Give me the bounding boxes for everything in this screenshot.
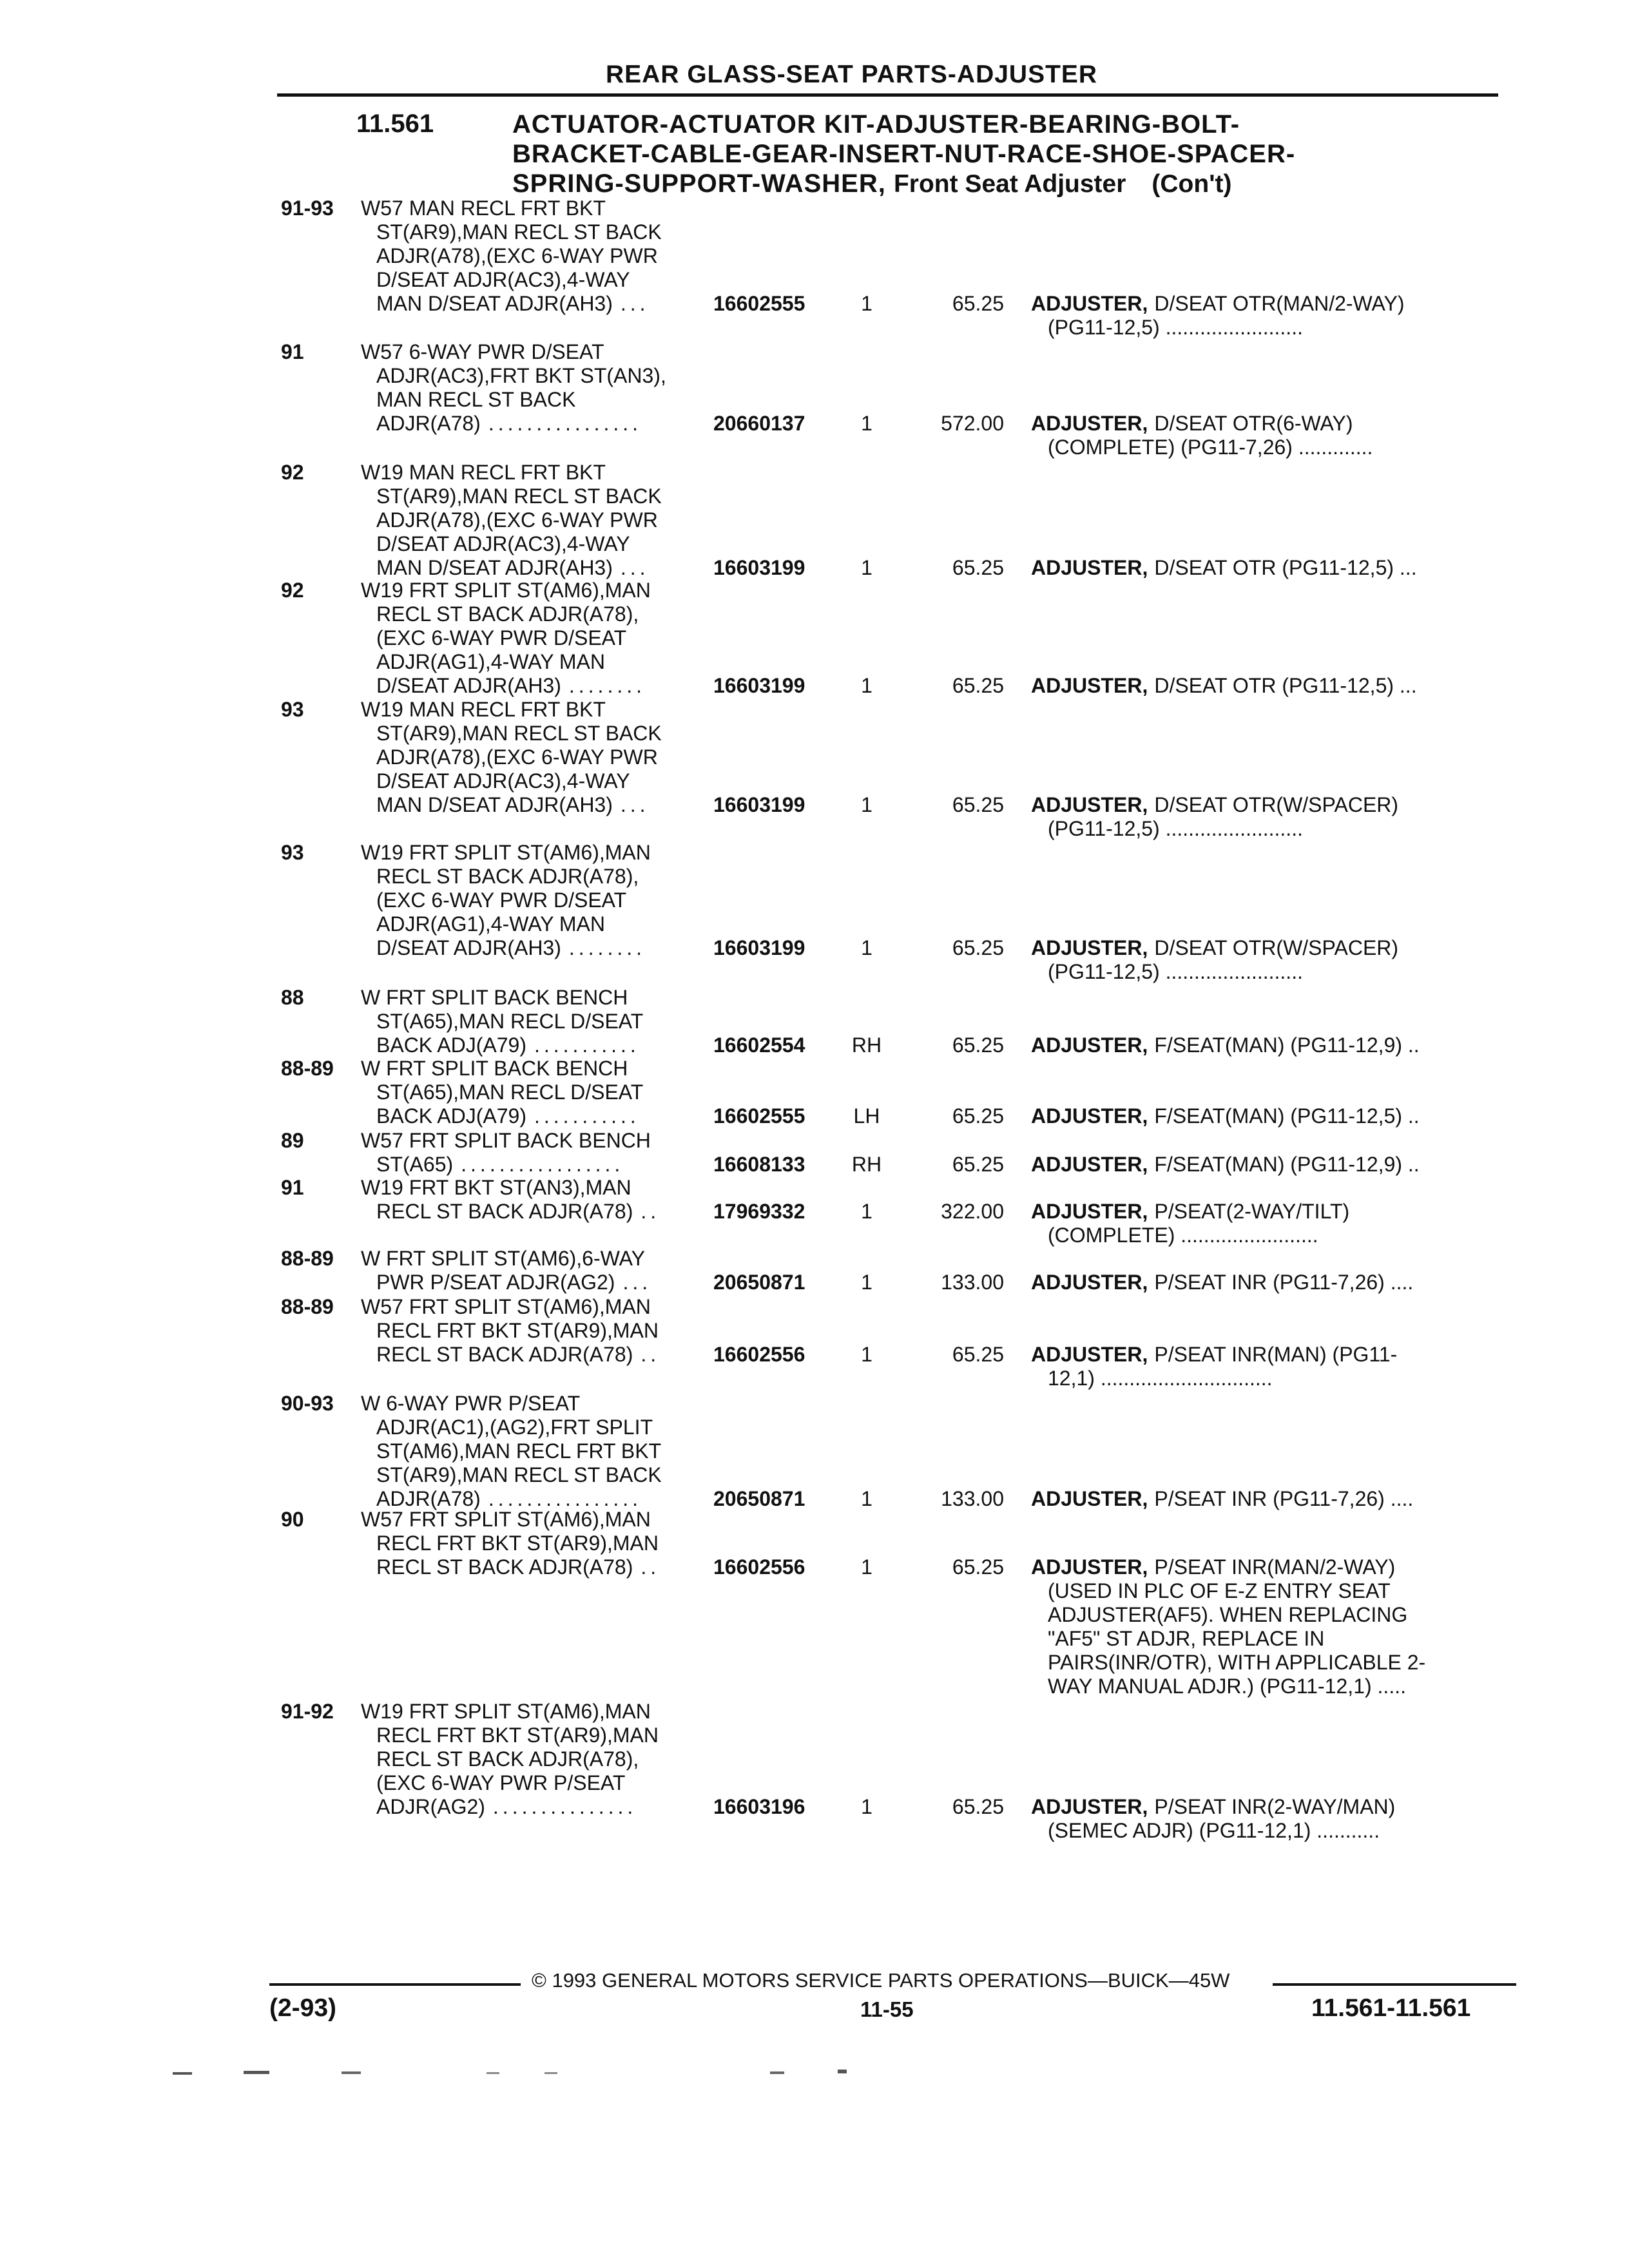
entry-years: 88-89 (281, 1295, 334, 1318)
entry-years: 93 (281, 698, 304, 721)
application-text: W57 MAN RECL FRT BKT (361, 197, 606, 220)
quantity: 1 (861, 1555, 872, 1579)
entry-application (361, 579, 702, 698)
part-number: 16602556 (713, 1343, 805, 1366)
leader-dots: ................ (488, 412, 642, 435)
application-text: W57 FRT SPLIT ST(AM6),MAN (361, 1508, 651, 1531)
application-line (376, 769, 702, 793)
entry-years: 91-93 (281, 197, 334, 220)
application-text: ADJR(A78),(EXC 6-WAY PWR (376, 745, 658, 769)
entry-years: 88 (281, 986, 304, 1009)
part-description-line (1031, 1555, 1501, 1579)
scan-specks (0, 2062, 1629, 2088)
quantity: 1 (861, 1200, 872, 1223)
application-text: W FRT SPLIT ST(AM6),6-WAY (361, 1247, 645, 1270)
part-number: 16603199 (713, 793, 805, 816)
entry-years: 91 (281, 1176, 304, 1199)
entry-years: 88-89 (281, 1247, 334, 1270)
part-number: 16602556 (713, 1555, 805, 1579)
part-description-line (1031, 1033, 1501, 1057)
application-line (376, 268, 702, 292)
part-description-line (1031, 1487, 1501, 1511)
part-description-line (1031, 412, 1501, 436)
part-name-detail: D/SEAT OTR (PG11-12,5) ... (1154, 674, 1417, 697)
application-text: RECL FRT BKT ST(AR9),MAN (376, 1532, 659, 1555)
application-line (376, 722, 702, 745)
application-text: (EXC 6-WAY PWR P/SEAT (376, 1771, 626, 1794)
application-line (376, 865, 702, 889)
part-name-detail: P/SEAT(2-WAY/TILT) (1154, 1200, 1350, 1223)
application-line (361, 1508, 702, 1532)
entry-years: 93 (281, 841, 304, 864)
application-text: W57 6-WAY PWR D/SEAT (361, 340, 604, 363)
application-text: ADJR(AC1),(AG2),FRT SPLIT (376, 1416, 653, 1439)
leader-dots: ............... (492, 1795, 637, 1818)
application-line (376, 1724, 702, 1747)
application-text: W57 FRT SPLIT ST(AM6),MAN (361, 1295, 651, 1318)
leader-dots: ........... (534, 1033, 640, 1057)
application-line (376, 1439, 702, 1463)
part-number: 16608133 (713, 1153, 805, 1176)
application-line (376, 412, 702, 436)
part-name-detail: F/SEAT(MAN) (PG11-12,5) .. (1154, 1104, 1420, 1128)
application-text: ST(A65) (376, 1153, 454, 1176)
footer-page-number: 11-55 (860, 1997, 914, 2021)
price: 65.25 (952, 674, 1004, 697)
application-line (376, 1343, 702, 1367)
part-number: 16603199 (713, 674, 805, 697)
part-name: ADJUSTER, (1031, 1487, 1148, 1510)
application-text: D/SEAT ADJR(AH3) (376, 936, 561, 959)
part-number: 20650871 (713, 1271, 805, 1294)
application-line (376, 889, 702, 912)
part-description-line: (PG11-12,5) ........................ (1048, 316, 1303, 339)
part-name: ADJUSTER, (1031, 412, 1148, 435)
application-text: D/SEAT ADJR(AC3),4-WAY (376, 268, 630, 291)
price: 133.00 (941, 1271, 1004, 1294)
part-number: 16602555 (713, 292, 805, 315)
application-text: D/SEAT ADJR(AC3),4-WAY (376, 532, 630, 555)
part-description-line: "AF5" ST ADJR, REPLACE IN (1048, 1627, 1325, 1650)
part-description (1031, 292, 1501, 340)
section-number: 11.561 (356, 110, 434, 138)
part-description-line (1031, 1200, 1501, 1224)
footer-date: (2-93) (269, 1994, 337, 2022)
quantity: 1 (861, 412, 872, 435)
section-title-line: ACTUATOR-ACTUATOR KIT-ADJUSTER-BEARING-BOLT- (512, 110, 1240, 139)
part-number: 16603199 (713, 556, 805, 579)
application-text: RECL ST BACK ADJR(A78) (376, 1555, 633, 1579)
entry-years: 91 (281, 340, 304, 363)
application-line (376, 1771, 702, 1795)
part-name: ADJUSTER, (1031, 1200, 1148, 1223)
application-text: (EXC 6-WAY PWR D/SEAT (376, 889, 627, 912)
quantity: RH (851, 1153, 882, 1176)
application-text: MAN D/SEAT ADJR(AH3) (376, 556, 613, 579)
part-description-line: 12,1) .............................. (1048, 1367, 1273, 1390)
application-line (376, 1532, 702, 1555)
part-description (1031, 1153, 1501, 1177)
application-line (376, 1153, 702, 1177)
part-number: 16603199 (713, 936, 805, 959)
leader-dots: ........ (568, 936, 646, 959)
price: 65.25 (952, 1104, 1004, 1128)
application-text: ST(AM6),MAN RECL FRT BKT (376, 1439, 662, 1463)
section-title (512, 110, 1295, 199)
application-text: D/SEAT ADJR(AC3),4-WAY (376, 769, 630, 793)
quantity: 1 (861, 674, 872, 697)
leader-dots: ........... (534, 1104, 640, 1128)
part-number: 20660137 (713, 412, 805, 435)
application-line (376, 292, 702, 316)
entry-years: 89 (281, 1129, 304, 1152)
application-text: W 6-WAY PWR P/SEAT (361, 1392, 581, 1415)
application-line (361, 698, 702, 722)
application-text: W19 MAN RECL FRT BKT (361, 461, 606, 484)
part-name-detail: D/SEAT OTR(W/SPACER) (1154, 793, 1399, 816)
part-name-detail: D/SEAT OTR(W/SPACER) (1154, 936, 1399, 959)
entry-application (361, 1176, 702, 1224)
quantity: 1 (861, 1271, 872, 1294)
application-text: MAN RECL ST BACK (376, 388, 576, 411)
application-line (376, 912, 702, 936)
application-line (376, 1010, 702, 1033)
part-name-detail: P/SEAT INR(2-WAY/MAN) (1154, 1795, 1396, 1818)
application-line (376, 936, 702, 960)
price: 65.25 (952, 1795, 1004, 1818)
part-number: 16603196 (713, 1795, 805, 1818)
entry-application (361, 841, 702, 960)
part-name: ADJUSTER, (1031, 1104, 1148, 1128)
application-text: ST(A65),MAN RECL D/SEAT (376, 1010, 644, 1033)
application-line (376, 1795, 702, 1819)
part-description-line (1031, 292, 1501, 316)
part-description (1031, 936, 1501, 984)
entry-application (361, 986, 702, 1057)
application-text: BACK ADJ(A79) (376, 1033, 526, 1057)
price: 572.00 (941, 412, 1004, 435)
entry-application (361, 1129, 702, 1177)
application-line (376, 650, 702, 674)
footer-copyright: © 1993 GENERAL MOTORS SERVICE PARTS OPERATIONS—BUICK—45W (532, 1969, 1230, 1992)
part-description (1031, 1343, 1501, 1390)
application-text: ST(AR9),MAN RECL ST BACK (376, 485, 662, 508)
part-name: ADJUSTER, (1031, 292, 1148, 315)
application-text: ADJR(AG1),4-WAY MAN (376, 650, 605, 673)
entry-years: 92 (281, 579, 304, 602)
application-text: BACK ADJ(A79) (376, 1104, 526, 1128)
part-number: 17969332 (713, 1200, 805, 1223)
part-description (1031, 1104, 1501, 1128)
entry-application (361, 1508, 702, 1579)
application-line (376, 532, 702, 556)
part-description (1031, 1200, 1501, 1247)
application-text: W57 FRT SPLIT BACK BENCH (361, 1129, 651, 1152)
application-line (361, 1129, 702, 1153)
part-description-line (1031, 1153, 1501, 1177)
application-text: MAN D/SEAT ADJR(AH3) (376, 292, 613, 315)
section-subtitle: Front Seat Adjuster (893, 170, 1126, 198)
quantity: 1 (861, 1487, 872, 1510)
part-description-line: (USED IN PLC OF E-Z ENTRY SEAT (1048, 1579, 1391, 1602)
application-line (376, 364, 702, 388)
price: 65.25 (952, 1343, 1004, 1366)
application-text: ADJR(AG2) (376, 1795, 485, 1818)
part-description-line (1031, 936, 1501, 960)
part-number: 16602555 (713, 1104, 805, 1128)
application-text: (EXC 6-WAY PWR D/SEAT (376, 626, 627, 649)
application-text: ADJR(A78),(EXC 6-WAY PWR (376, 244, 658, 267)
entry-application (361, 1700, 702, 1819)
part-description (1031, 1033, 1501, 1057)
leader-dots: .. (641, 1555, 660, 1579)
part-description-line: (PG11-12,5) ........................ (1048, 960, 1303, 983)
part-name-detail: P/SEAT INR(MAN/2-WAY) (1154, 1555, 1396, 1579)
part-description-line: PAIRS(INR/OTR), WITH APPLICABLE 2- (1048, 1651, 1426, 1674)
price: 65.25 (952, 1153, 1004, 1176)
entry-years: 91-92 (281, 1700, 334, 1723)
leader-dots: ................. (461, 1153, 624, 1176)
entry-years: 90-93 (281, 1392, 334, 1415)
part-name-detail: D/SEAT OTR(MAN/2-WAY) (1154, 292, 1405, 315)
application-line (361, 1392, 702, 1416)
quantity: 1 (861, 1343, 872, 1366)
part-name-detail: D/SEAT OTR(6-WAY) (1154, 412, 1353, 435)
part-number: 16602554 (713, 1033, 805, 1057)
part-name-detail: P/SEAT INR (PG11-7,26) .... (1154, 1487, 1414, 1510)
application-line (376, 1033, 702, 1057)
footer-divider-right (1273, 1983, 1516, 1986)
leader-dots: ... (620, 556, 650, 579)
price: 65.25 (952, 556, 1004, 579)
application-text: W19 FRT SPLIT ST(AM6),MAN (361, 579, 651, 602)
application-line (376, 1081, 702, 1104)
quantity: 1 (861, 936, 872, 959)
application-line (361, 1295, 702, 1319)
part-name-detail: D/SEAT OTR (PG11-12,5) ... (1154, 556, 1417, 579)
entry-application (361, 461, 702, 580)
part-name: ADJUSTER, (1031, 1555, 1148, 1579)
quantity: LH (853, 1104, 880, 1128)
application-line (361, 1176, 702, 1200)
application-line (361, 986, 702, 1010)
part-description (1031, 556, 1501, 580)
part-description (1031, 793, 1501, 841)
application-text: W FRT SPLIT BACK BENCH (361, 1057, 628, 1080)
part-name: ADJUSTER, (1031, 1795, 1148, 1818)
entry-years: 90 (281, 1508, 304, 1531)
leader-dots: .. (641, 1200, 660, 1223)
application-line (376, 1200, 702, 1224)
application-text: RECL FRT BKT ST(AR9),MAN (376, 1724, 659, 1747)
part-description (1031, 674, 1501, 698)
application-text: ST(AR9),MAN RECL ST BACK (376, 1463, 662, 1486)
application-line (376, 220, 702, 244)
part-description-line: (SEMEC ADJR) (PG11-12,1) ........... (1048, 1819, 1380, 1842)
entry-application (361, 340, 702, 436)
application-line (376, 1271, 702, 1294)
part-description (1031, 412, 1501, 459)
leader-dots: ........ (568, 674, 646, 697)
application-text: ADJR(A78),(EXC 6-WAY PWR (376, 508, 658, 532)
page-title: REAR GLASS-SEAT PARTS-ADJUSTER (606, 61, 1098, 88)
part-description (1031, 1555, 1501, 1698)
part-name: ADJUSTER, (1031, 1033, 1148, 1057)
application-text: MAN D/SEAT ADJR(AH3) (376, 793, 613, 816)
leader-dots: ... (620, 292, 650, 315)
part-name: ADJUSTER, (1031, 936, 1148, 959)
part-name-detail: P/SEAT INR (PG11-7,26) .... (1154, 1271, 1414, 1294)
entry-years: 92 (281, 461, 304, 484)
part-description-line: (COMPLETE) ........................ (1048, 1224, 1318, 1247)
entry-application (361, 698, 702, 817)
application-text: RECL ST BACK ADJR(A78), (376, 1747, 639, 1771)
leader-dots: .. (641, 1343, 660, 1366)
application-line (361, 579, 702, 602)
price: 322.00 (941, 1200, 1004, 1223)
application-text: W19 FRT BKT ST(AN3),MAN (361, 1176, 631, 1199)
application-text: W FRT SPLIT BACK BENCH (361, 986, 628, 1009)
entry-application (361, 1392, 702, 1511)
application-line (361, 1057, 702, 1081)
application-line (376, 793, 702, 817)
application-line (361, 197, 702, 220)
part-name-detail: P/SEAT INR(MAN) (PG11- (1154, 1343, 1398, 1366)
application-line (376, 1416, 702, 1439)
application-text: ADJR(A78) (376, 412, 481, 435)
application-line (376, 244, 702, 268)
quantity: RH (851, 1033, 882, 1057)
price: 65.25 (952, 1033, 1004, 1057)
part-name-detail: F/SEAT(MAN) (PG11-12,9) .. (1154, 1153, 1420, 1176)
application-line (361, 1700, 702, 1724)
application-line (361, 461, 702, 485)
application-text: ADJR(AG1),4-WAY MAN (376, 912, 605, 936)
quantity: 1 (861, 556, 872, 579)
part-name-detail: F/SEAT(MAN) (PG11-12,9) .. (1154, 1033, 1420, 1057)
application-text: RECL FRT BKT ST(AR9),MAN (376, 1319, 659, 1342)
price: 133.00 (941, 1487, 1004, 1510)
application-line (376, 674, 702, 698)
part-description-line (1031, 793, 1501, 817)
application-text: RECL ST BACK ADJR(A78) (376, 1343, 633, 1366)
application-text: ADJR(AC3),FRT BKT ST(AN3), (376, 364, 666, 387)
part-description-line: (COMPLETE) (PG11-7,26) ............. (1048, 436, 1373, 459)
application-line (376, 485, 702, 508)
application-line (361, 1247, 702, 1271)
part-name: ADJUSTER, (1031, 793, 1148, 816)
section-title-last: SPRING-SUPPORT-WASHER, (512, 169, 886, 198)
part-description-line: ADJUSTER(AF5). WHEN REPLACING (1048, 1603, 1408, 1626)
part-description (1031, 1487, 1501, 1511)
section-title-line (512, 169, 1295, 199)
application-line (376, 1555, 702, 1579)
application-line (376, 602, 702, 626)
application-text: W19 FRT SPLIT ST(AM6),MAN (361, 1700, 651, 1723)
part-description-line (1031, 1104, 1501, 1128)
entry-years: 88-89 (281, 1057, 334, 1080)
part-description (1031, 1795, 1501, 1843)
application-text: ADJR(A78) (376, 1487, 481, 1510)
part-description-line (1031, 1343, 1501, 1367)
application-line (376, 556, 702, 580)
application-text: W19 MAN RECL FRT BKT (361, 698, 606, 721)
part-description-line: (PG11-12,5) ........................ (1048, 817, 1303, 840)
application-line (376, 1104, 702, 1128)
footer-section-range: 11.561-11.561 (1311, 1994, 1471, 2022)
application-line (376, 745, 702, 769)
application-line (376, 1463, 702, 1487)
application-line (361, 340, 702, 364)
entry-application (361, 197, 702, 316)
part-name: ADJUSTER, (1031, 556, 1148, 579)
continued-label: (Con't) (1152, 170, 1232, 198)
entry-application (361, 1057, 702, 1128)
part-description-line (1031, 674, 1501, 698)
part-description-line: WAY MANUAL ADJR.) (PG11-12,1) ..... (1048, 1675, 1406, 1698)
footer-divider-left (269, 1983, 521, 1986)
part-description-line (1031, 1271, 1501, 1294)
entry-application (361, 1295, 702, 1367)
application-text: RECL ST BACK ADJR(A78), (376, 602, 639, 626)
entry-application (361, 1247, 702, 1294)
part-name: ADJUSTER, (1031, 1271, 1148, 1294)
application-line (376, 388, 702, 412)
application-text: ST(AR9),MAN RECL ST BACK (376, 722, 662, 745)
application-line (361, 841, 702, 865)
application-text: D/SEAT ADJR(AH3) (376, 674, 561, 697)
application-text: RECL ST BACK ADJR(A78), (376, 865, 639, 888)
application-line (376, 1747, 702, 1771)
quantity: 1 (861, 1795, 872, 1818)
application-text: PWR P/SEAT ADJR(AG2) (376, 1271, 615, 1294)
quantity: 1 (861, 292, 872, 315)
title-divider (277, 93, 1498, 97)
application-text: W19 FRT SPLIT ST(AM6),MAN (361, 841, 651, 864)
price: 65.25 (952, 793, 1004, 816)
part-name: ADJUSTER, (1031, 1153, 1148, 1176)
part-description (1031, 1271, 1501, 1294)
application-line (376, 626, 702, 650)
quantity: 1 (861, 793, 872, 816)
application-text: RECL ST BACK ADJR(A78) (376, 1200, 633, 1223)
part-name: ADJUSTER, (1031, 674, 1148, 697)
leader-dots: ... (620, 793, 650, 816)
part-name: ADJUSTER, (1031, 1343, 1148, 1366)
part-number: 20650871 (713, 1487, 805, 1510)
price: 65.25 (952, 292, 1004, 315)
application-text: ST(AR9),MAN RECL ST BACK (376, 220, 662, 244)
leader-dots: ................ (488, 1487, 642, 1510)
price: 65.25 (952, 936, 1004, 959)
application-text: ST(A65),MAN RECL D/SEAT (376, 1081, 644, 1104)
part-description-line (1031, 556, 1501, 580)
application-line (376, 1319, 702, 1343)
section-title-line: BRACKET-CABLE-GEAR-INSERT-NUT-RACE-SHOE-SPACER- (512, 140, 1296, 168)
leader-dots: ... (622, 1271, 652, 1294)
price: 65.25 (952, 1555, 1004, 1579)
application-line (376, 508, 702, 532)
part-description-line (1031, 1795, 1501, 1819)
